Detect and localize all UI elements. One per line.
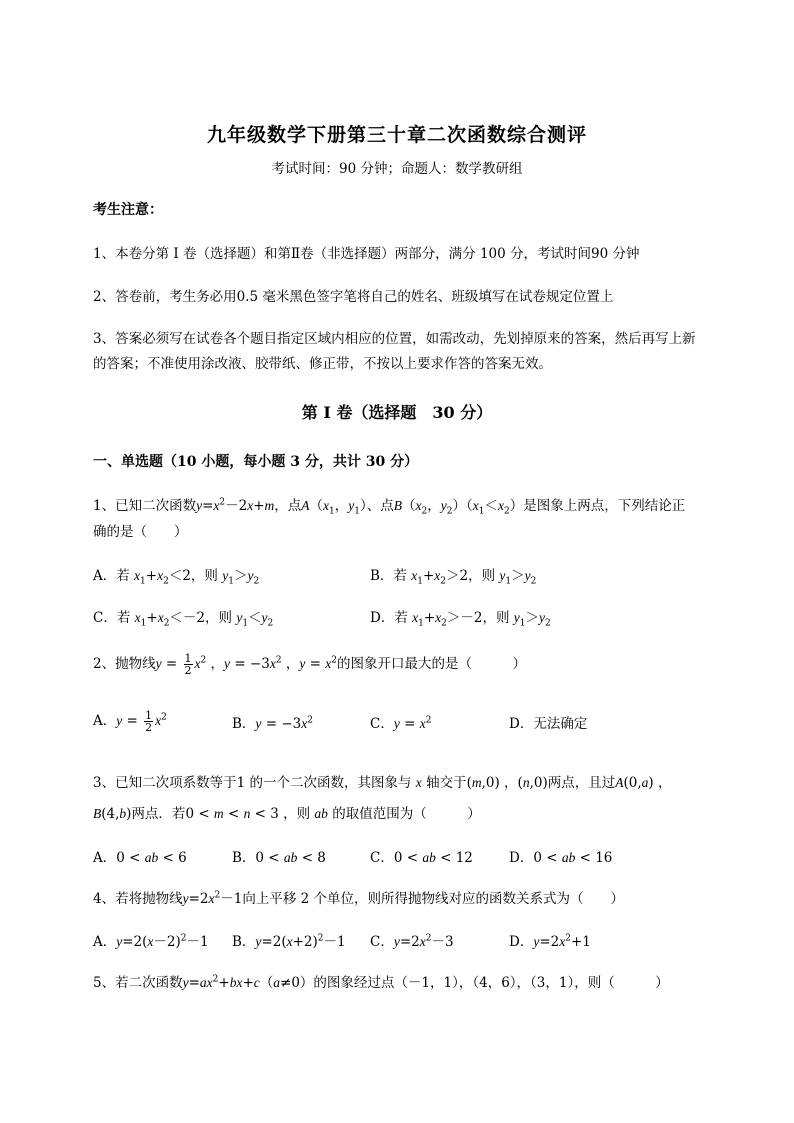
q1-option-d[interactable]: D．若 $x_1+x_2>-2$，则 $y_1>y_2$: [370, 610, 551, 629]
notice-heading: 考生注意：: [93, 202, 163, 218]
notice-item-1: 1、本卷分第 I 卷（选择题）和第Ⅱ卷（非选择题）两部分，满分 100 分，考试时间90 分钟: [93, 246, 640, 262]
exam-info: 考试时间：90 分钟；命题人：数学教研组: [271, 161, 523, 177]
page-title: 九年级数学下册第三十章二次函数综合测评: [206, 124, 587, 146]
question-5-stem: 5、若二次函数$y=ax^2+bx+c(a\ne 0)$的图象经过点（－1，1），（4，6），（3，1），则（ ）: [93, 974, 669, 991]
q3-option-c[interactable]: C．0 < ab < 12: [370, 850, 473, 866]
question-1-stem: 1、已知二次函数$y=x^2-2x+m$，点$A(x_1$，$y_1$）、点$B(x_2$，$y_2)(x_1<x_2)$是图象上两点，下列结论正: [93, 497, 686, 517]
part-heading: 一、单选题（10 小题，每小题 3 分，共计 30 分）: [93, 454, 419, 470]
question-1-stem-cont: 确的是（ ）: [93, 524, 188, 540]
q2-option-b[interactable]: B．$y = -3x^2$: [232, 715, 313, 732]
q1-option-a[interactable]: A．若 $x_1+x_2<2$，则 $y_1>y_2$: [93, 568, 260, 587]
q4-option-b[interactable]: B．$y=2(x+2)^2-1$: [232, 933, 346, 950]
q4-option-a[interactable]: A．$y=2(x-2)^2-1$: [93, 933, 209, 950]
question-3-stem-cont: B(4,b)两点．若0 < m < n < 3 ，则 ab 的取值范围为（ ）: [93, 806, 481, 822]
notice-item-2: 2、答卷前，考生务必用0.5 毫米黑色签字笔将自己的姓名、班级填写在试卷规定位置上: [93, 289, 614, 305]
fraction-one-half: $\frac{1}{2}$: [145, 709, 153, 734]
q2-option-d[interactable]: D．无法确定: [509, 716, 588, 732]
q4-option-d[interactable]: D．$y=2x^2+1$: [509, 933, 591, 950]
q1-option-c[interactable]: C．若 $x_1+x_2<-2$，则 $y_1<y_2$: [93, 610, 274, 629]
q3-option-d[interactable]: D．0 < ab < 16: [509, 850, 613, 866]
q3-option-b[interactable]: B．0 < ab < 8: [232, 850, 326, 866]
question-3-stem: 3、已知二次项系数等于1 的一个二次函数，其图象与 x 轴交于(m,0) ，(n,0)两点，且过A(0,a) ，: [93, 775, 672, 791]
fraction-one-half: $\frac{1}{2}$: [184, 652, 192, 677]
section-title: 第 I 卷（选择题 30 分）: [301, 403, 493, 422]
q4-option-c[interactable]: C．$y=2x^2-3$: [370, 933, 454, 950]
question-2-stem: 2、抛物线y = $\frac{1}{2}$ $x^2$ ，$y = -3x^2$ ，$y = x^2$的图象开口最大的是（ ）: [93, 652, 526, 677]
q2-option-a[interactable]: A．y = $\frac{1}{2}$ $x^2$: [93, 709, 167, 734]
q2-option-c[interactable]: C．$y = x^2$: [370, 715, 432, 732]
question-4-stem: 4、若将抛物线$y=2x^2-1$向上平移 2 个单位，则所得抛物线对应的函数关系式为（ ）: [93, 890, 624, 907]
notice-item-3-cont: 的答案；不准使用涂改液、胶带纸、修正带，不按以上要求作答的答案无效。: [93, 356, 552, 372]
q1-option-b[interactable]: B．若 $x_1+x_2>2$，则 $y_1>y_2$: [370, 568, 537, 587]
q3-option-a[interactable]: A．0 < ab < 6: [93, 850, 187, 866]
notice-item-3: 3、答案必须写在试卷各个题目指定区域内相应的位置，如需改动，先划掉原来的答案，然后再写上新: [93, 331, 696, 347]
